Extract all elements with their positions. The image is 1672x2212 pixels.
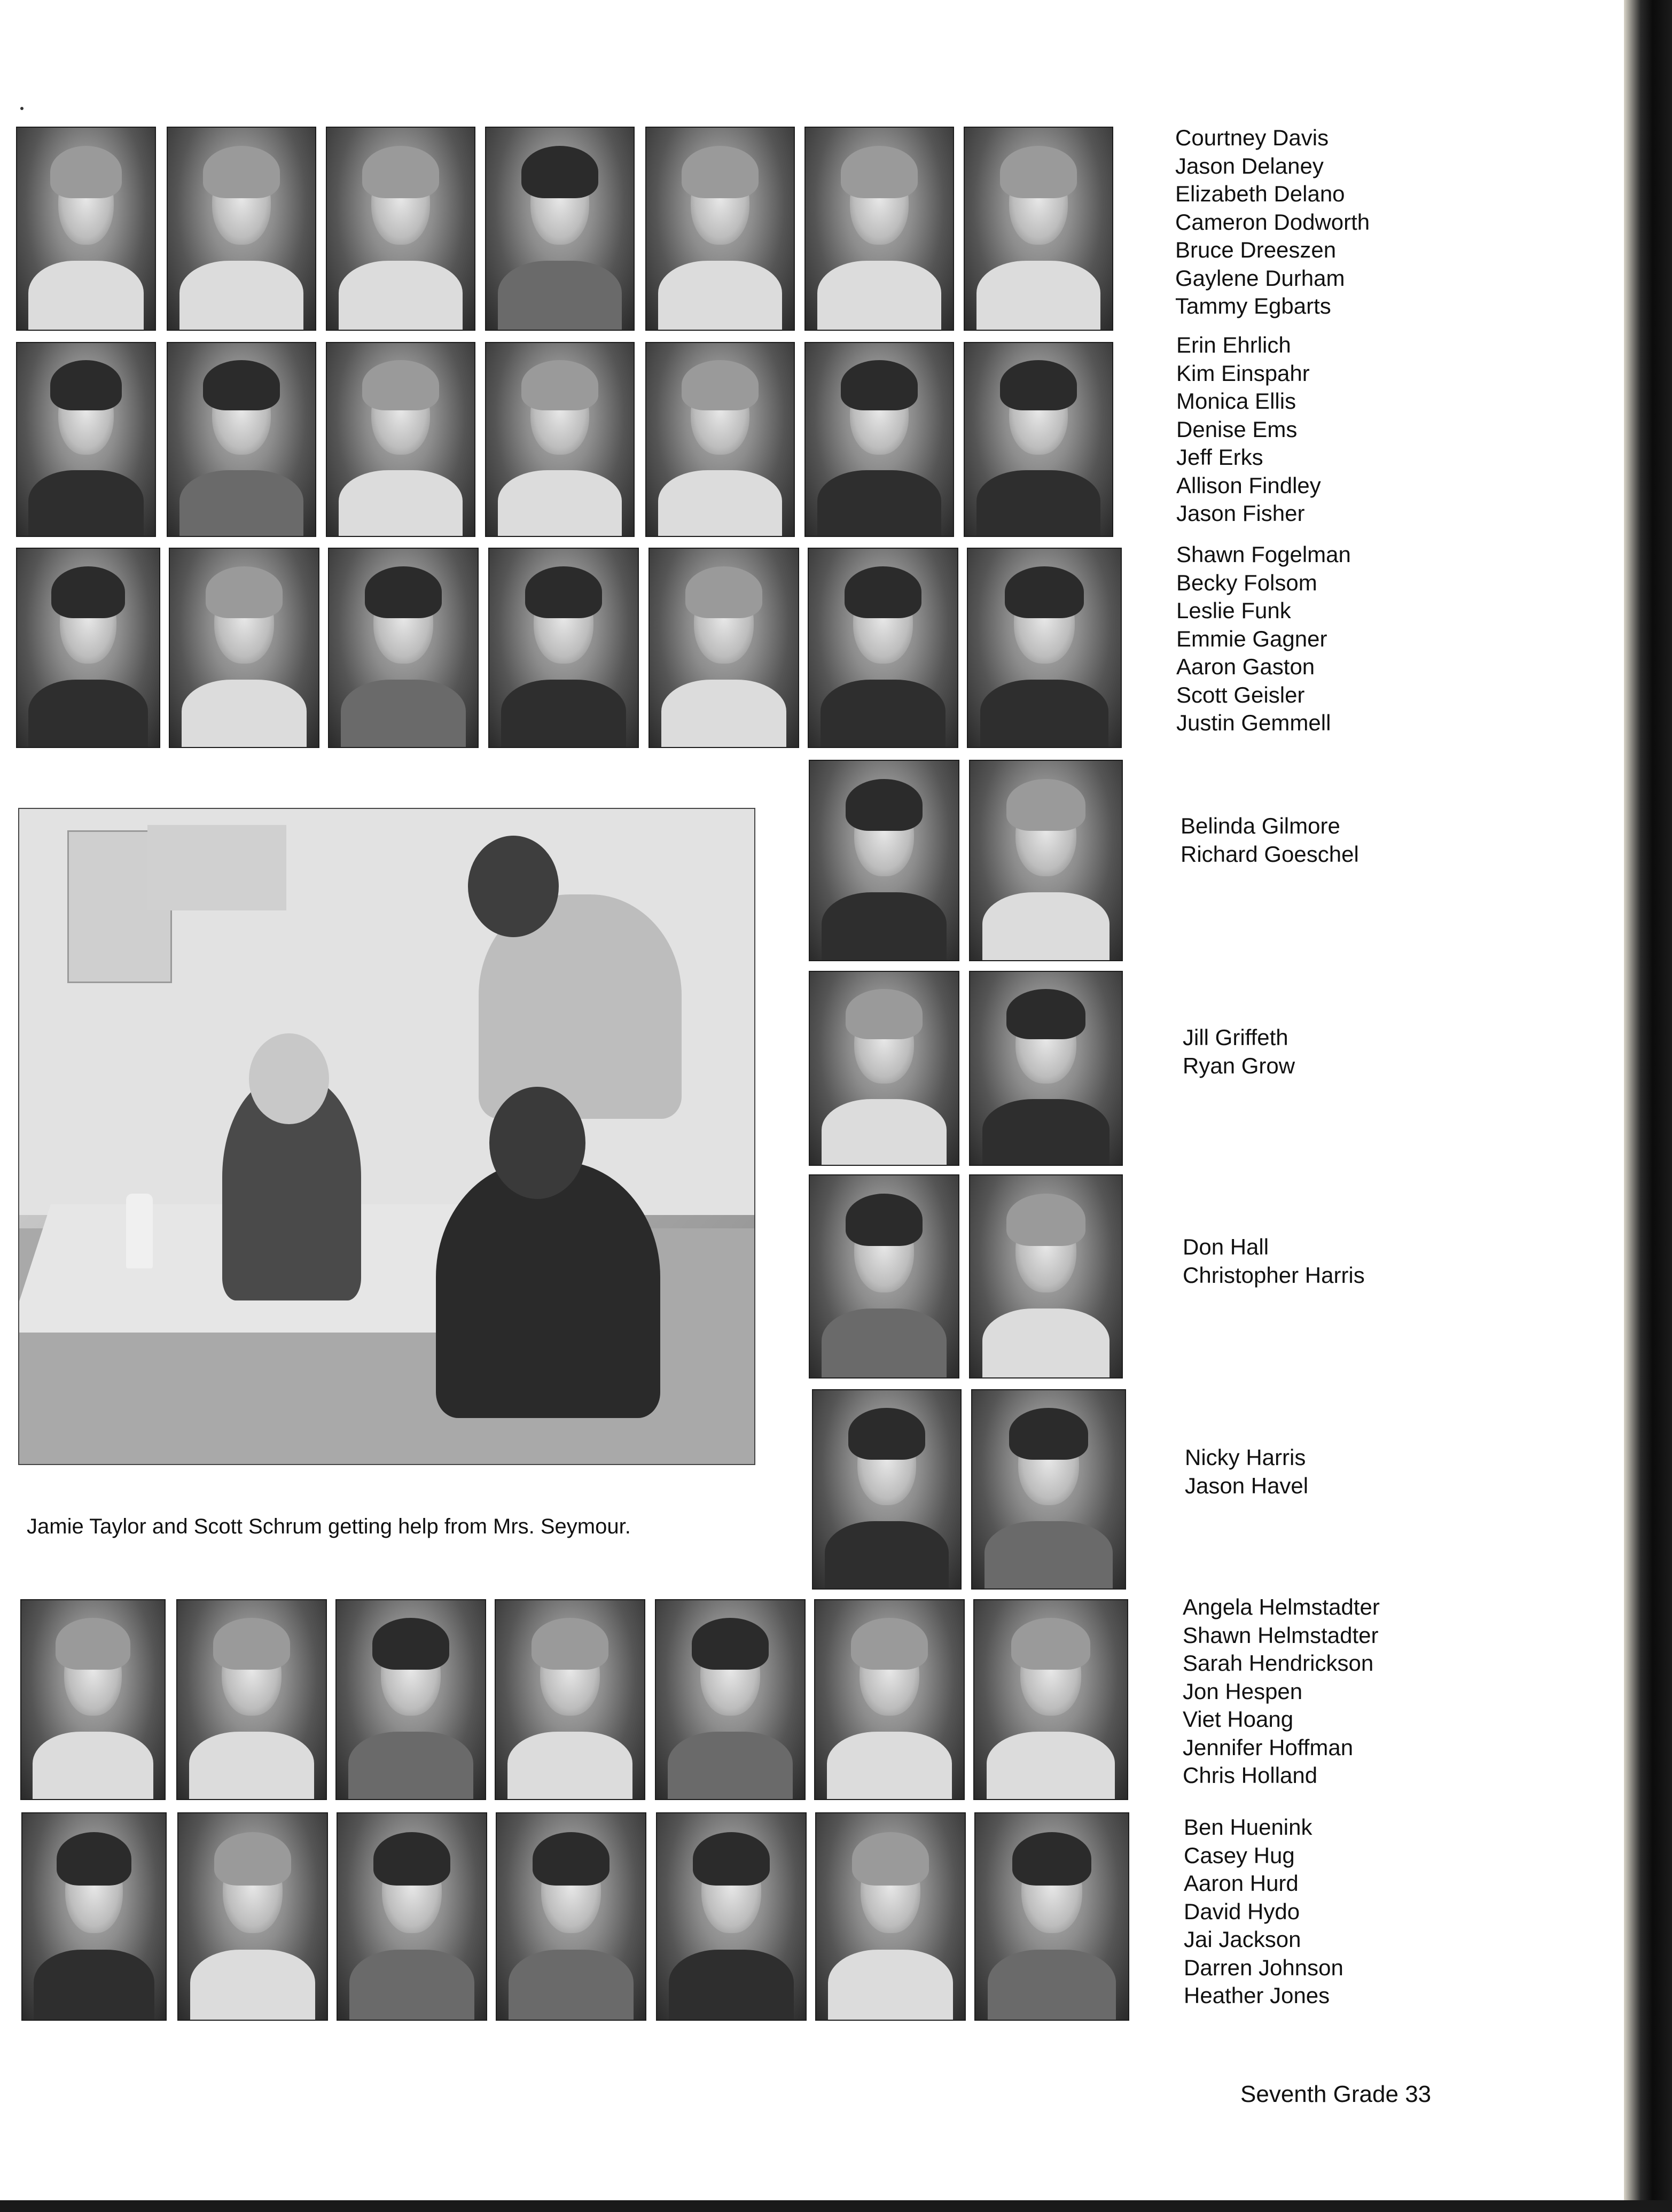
- student-name: Jon Hespen: [1183, 1678, 1303, 1704]
- portrait: [969, 971, 1123, 1166]
- classroom-photo: [18, 808, 755, 1465]
- portrait: [809, 971, 959, 1166]
- portrait: [488, 548, 639, 748]
- student-name: Justin Gemmell: [1176, 710, 1331, 735]
- student-name: Sarah Hendrickson: [1183, 1650, 1374, 1676]
- portrait: [167, 342, 316, 537]
- portrait: [814, 1599, 965, 1800]
- portrait: [964, 127, 1113, 331]
- student-name: Nicky Harris: [1185, 1445, 1306, 1470]
- student-name: Shawn Helmstadter: [1183, 1622, 1379, 1648]
- student-name: Belinda Gilmore: [1181, 813, 1340, 838]
- portrait: [969, 1174, 1123, 1378]
- student-name: Shawn Fogelman: [1176, 542, 1351, 567]
- portrait: [971, 1389, 1126, 1590]
- names-pair-3: [1183, 1233, 1365, 1289]
- portrait: [815, 1812, 966, 2021]
- portrait: [167, 127, 316, 331]
- student-name: Courtney Davis: [1175, 125, 1329, 150]
- portrait: [804, 127, 954, 331]
- student-name: Chris Holland: [1183, 1763, 1318, 1788]
- student-name: Kim Einspahr: [1176, 360, 1310, 386]
- student-name: Erin Ehrlich: [1176, 332, 1291, 357]
- portrait: [974, 1812, 1129, 2021]
- portrait: [176, 1599, 327, 1800]
- student-name: Leslie Funk: [1176, 598, 1291, 623]
- student-name: Ben Huenink: [1184, 1814, 1312, 1840]
- portrait: [973, 1599, 1128, 1800]
- portrait: [656, 1812, 807, 2021]
- portrait: [812, 1389, 962, 1590]
- student-name: Angela Helmstadter: [1183, 1594, 1380, 1619]
- student-name: Becky Folsom: [1176, 570, 1317, 595]
- portrait: [496, 1812, 646, 2021]
- student-name: Jill Griffeth: [1183, 1025, 1288, 1050]
- names-pair-4: [1185, 1444, 1308, 1500]
- student-name: Ryan Grow: [1183, 1053, 1295, 1078]
- names-row-2: [1176, 331, 1321, 528]
- portrait: [804, 342, 954, 537]
- portrait: [16, 127, 156, 331]
- portrait: [808, 548, 958, 748]
- student-name: Jeff Erks: [1176, 445, 1263, 470]
- student-name: Jennifer Hoffman: [1183, 1734, 1354, 1760]
- student-name: Aaron Hurd: [1184, 1871, 1299, 1896]
- student-name: Jason Delaney: [1175, 153, 1324, 178]
- student-name: Darren Johnson: [1184, 1954, 1343, 1980]
- portrait: [967, 548, 1122, 748]
- student-name: Denise Ems: [1176, 416, 1298, 442]
- portrait: [964, 342, 1113, 537]
- book-binding: [1624, 0, 1672, 2212]
- portrait: [16, 548, 160, 748]
- student-name: Jason Fisher: [1176, 501, 1305, 526]
- portrait: [16, 342, 156, 537]
- portrait: [328, 548, 479, 748]
- student-name: Scott Geisler: [1176, 682, 1305, 707]
- names-row-3: [1176, 541, 1351, 737]
- photo-caption: Jamie Taylor and Scott Schrum getting help from Mrs. Seymour.: [27, 1515, 631, 1538]
- student-name: Richard Goeschel: [1181, 841, 1359, 867]
- names-row-1: [1175, 124, 1370, 321]
- portrait: [335, 1599, 486, 1800]
- student-name: Jason Havel: [1185, 1473, 1309, 1498]
- student-name: Casey Hug: [1184, 1842, 1295, 1868]
- portrait: [177, 1812, 328, 2021]
- portrait: [169, 548, 319, 748]
- portrait: [326, 342, 475, 537]
- portrait: [969, 760, 1123, 961]
- portrait: [809, 1174, 959, 1378]
- portrait: [485, 342, 635, 537]
- portrait: [495, 1599, 645, 1800]
- student-name: Monica Ellis: [1176, 388, 1296, 414]
- student-name: Heather Jones: [1184, 1983, 1330, 2008]
- page-speck: [20, 107, 24, 110]
- page-bottom-edge: [0, 2200, 1672, 2212]
- student-name: Elizabeth Delano: [1175, 181, 1345, 206]
- student-name: Jai Jackson: [1184, 1927, 1301, 1952]
- student-name: Bruce Dreeszen: [1175, 237, 1337, 262]
- student-name: David Hydo: [1184, 1898, 1300, 1924]
- portrait: [337, 1812, 487, 2021]
- student-name: Tammy Egbarts: [1175, 293, 1331, 318]
- portrait: [649, 548, 799, 748]
- page-folio: Seventh Grade 33: [1240, 2081, 1432, 2107]
- portrait: [21, 1812, 167, 2021]
- student-name: Cameron Dodworth: [1175, 209, 1370, 235]
- portrait: [20, 1599, 166, 1800]
- portrait: [655, 1599, 806, 1800]
- student-name: Viet Hoang: [1183, 1707, 1294, 1732]
- student-name: Emmie Gagner: [1176, 626, 1327, 651]
- portrait: [485, 127, 635, 331]
- names-row-4: [1183, 1593, 1380, 1790]
- student-name: Allison Findley: [1176, 472, 1321, 498]
- student-name: Gaylene Durham: [1175, 265, 1345, 291]
- names-pair-1: [1181, 812, 1359, 868]
- portrait: [326, 127, 475, 331]
- names-pair-2: [1183, 1024, 1295, 1080]
- student-name: Aaron Gaston: [1176, 654, 1315, 679]
- portrait: [645, 342, 795, 537]
- portrait: [645, 127, 795, 331]
- student-name: Christopher Harris: [1183, 1262, 1365, 1288]
- student-name: Don Hall: [1183, 1234, 1269, 1259]
- names-row-5: [1184, 1813, 1343, 2010]
- portrait: [809, 760, 959, 961]
